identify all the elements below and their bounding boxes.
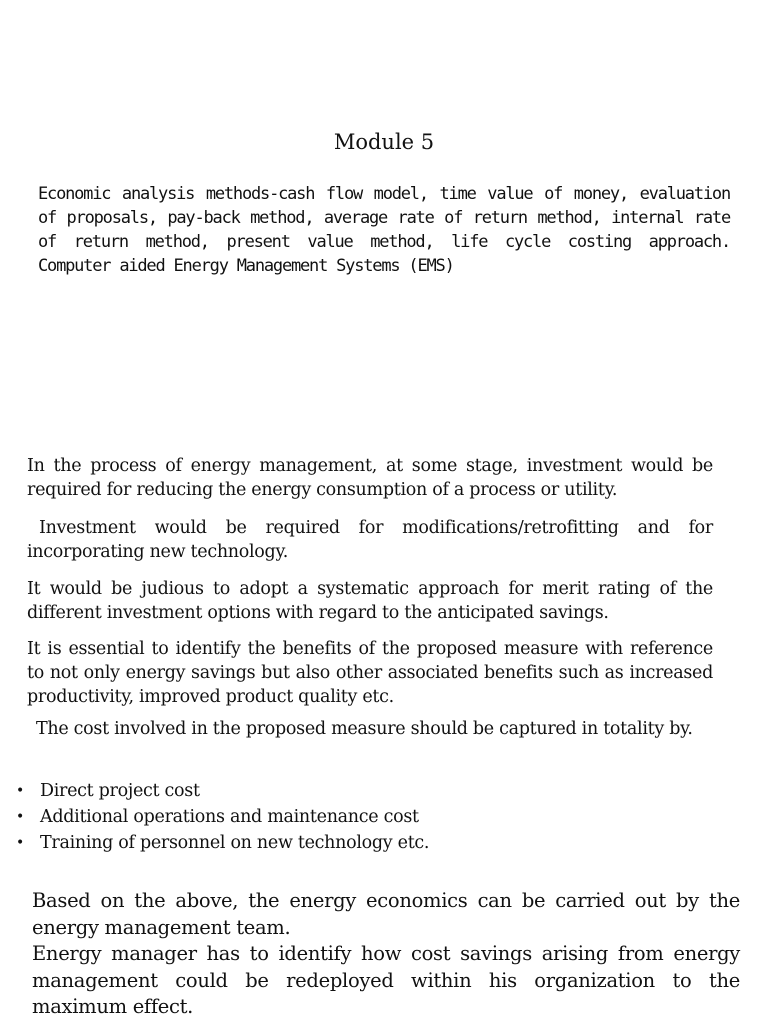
paragraph-systematic-approach: It would be judious to adopt a systematic approach for merit rating of the different investment options with regard to the anticipated savings. — [27, 579, 713, 623]
list-item — [0, 778, 740, 804]
closing-paragraph-energy-economics: Based on the above, the energy economics can be carried out by the energy management team. — [32, 889, 740, 939]
page-title: Module 5 — [333, 130, 435, 154]
cost-bullet-list — [0, 778, 740, 856]
list-item — [0, 804, 740, 830]
paragraph-investment-required: In the process of energy management, at some stage, investment would be required for reducing the energy consumption of a process or utility. — [27, 456, 713, 500]
closing-paragraph-energy-manager: Energy manager has to identify how cost savings arising from energy management could be redeployed within his organization to the maximum effect. — [32, 942, 740, 1018]
list-item-text: Additional operations and maintenance cost — [40, 807, 419, 827]
list-item — [0, 830, 740, 856]
closing-section — [32, 888, 740, 1021]
bullet-icon: • — [16, 809, 24, 825]
list-item-text: Direct project cost — [40, 781, 200, 801]
paragraph-modifications: Investment would be required for modifications/retrofitting and for incorporating new technology. — [27, 518, 713, 562]
list-item-text: Training of personnel on new technology etc. — [40, 833, 430, 853]
syllabus-summary: Economic analysis methods-cash flow model, time value of money, evaluation of proposals, pay-back method, average rate of return method, internal rate of return method, present value method, life cycle costing approach. Computer aided Energy Management Systems (EMS) — [38, 184, 730, 276]
paragraph-cost-involved: The cost involved in the proposed measure should be captured in totality by. — [36, 719, 693, 739]
bullet-icon: • — [16, 783, 24, 799]
paragraph-identify-benefits: It is essential to identify the benefits of the proposed measure with reference to not only energy savings but also other associated benefits such as increased productivity, improved product quality etc. — [27, 639, 713, 707]
bullet-icon: • — [16, 835, 24, 851]
